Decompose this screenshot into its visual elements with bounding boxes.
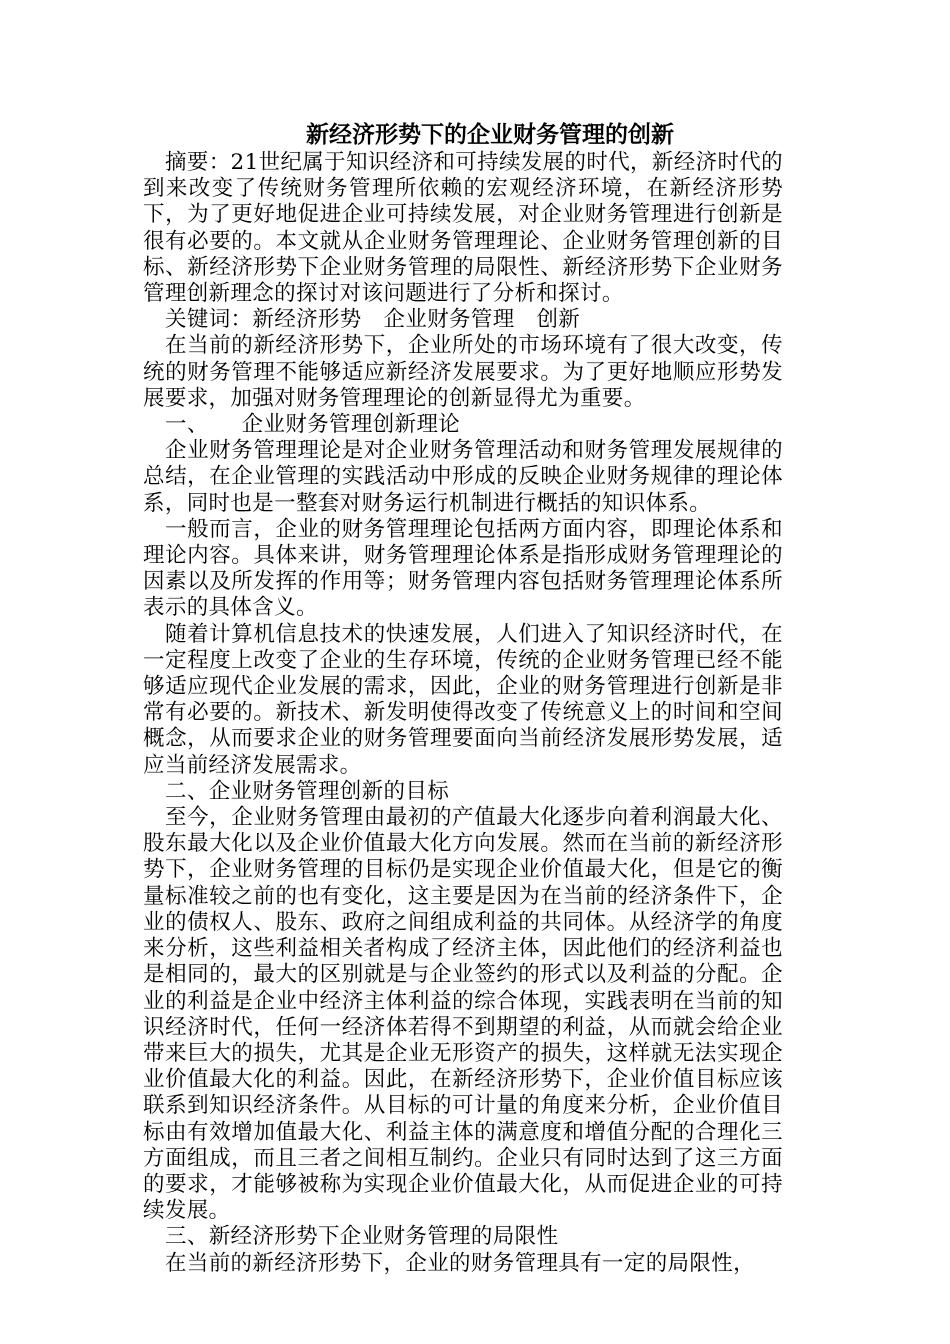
keywords-line: 关键词：新经济形势 企业财务管理 创新 <box>165 307 581 333</box>
section-heading-3: 三、新经济形势下企业财务管理的局限性 <box>165 1224 559 1250</box>
section-heading-1: 一、 企业财务管理创新理论 <box>165 412 461 438</box>
document-body <box>143 150 783 1277</box>
body-paragraph: 一般而言，企业的财务管理理论包括两方面内容，即理论体系和理论内容。具体来讲，财务管理理论体系是指形成财务管理理论的因素以及所发挥的作用等；财务管理内容包括财务管理理论体系所表示的具体含义。 <box>143 516 783 621</box>
section-heading-2: 二、企业财务管理创新的目标 <box>165 778 450 804</box>
document-title: 新经济形势下的企业财务管理的创新 <box>306 121 674 148</box>
body-paragraph: 随着计算机信息技术的快速发展，人们进入了知识经济时代，在一定程度上改变了企业的生存环境，传统的企业财务管理已经不能够适应现代企业发展的需求，因此，企业的财务管理进行创新是非常有必要的。新技术、新发明使得改变了传统意义上的时间和空间概念，从而要求企业的财务管理要面向当前经济发展形势发展，适应当前经济发展需求。 <box>143 621 783 778</box>
intro-paragraph: 在当前的新经济形势下，企业所处的市场环境有了很大改变，传统的财务管理不能够适应新经济发展要求。为了更好地顺应形势发展要求，加强对财务管理理论的创新显得尤为重要。 <box>143 333 783 411</box>
body-paragraph: 至今，企业财务管理由最初的产值最大化逐步向着利润最大化、股东最大化以及企业价值最大化方向发展。然而在当前的新经济形势下，企业财务管理的目标仍是实现企业价值最大化，但是它的衡量标准较之前的也有变化，这主要是因为在当前的经济条件下，企业的债权人、股东、政府之间组成利益的共同体。从经济学的角度来分析，这些利益相关者构成了经济主体，因此他们的经济利益也是相同的，最大的区别就是与企业签约的形式以及利益的分配。企业的利益是企业中经济主体利益的综合体现，实践表明在当前的知识经济时代，任何一经济体若得不到期望的利益，从而就会给企业带来巨大的损失，尤其是企业无形资产的损失，这样就无法实现企业价值最大化的利益。因此，在新经济形势下，企业价值目标应该联系到知识经济条件。从目标的可计量的角度来分析，企业价值目标由有效增加值最大化、利益主体的满意度和增值分配的合理化三方面组成，而且三者之间相互制约。企业只有同时达到了这三方面的要求，才能够被称为实现企业价值最大化，从而促进企业的可持续发展。 <box>143 805 783 1224</box>
body-paragraph: 企业财务管理理论是对企业财务管理活动和财务管理发展规律的总结，在企业管理的实践活动中形成的反映企业财务规律的理论体系，同时也是一整套对财务运行机制进行概括的知识体系。 <box>143 438 783 516</box>
abstract-paragraph: 摘要：21世纪属于知识经济和可持续发展的时代，新经济时代的到来改变了传统财务管理所依赖的宏观经济环境，在新经济形势下，为了更好地促进企业可持续发展，对企业财务管理进行创新是很有必要的。本文就从企业财务管理理论、企业财务管理创新的目标、新经济形势下企业财务管理的局限性、新经济形势下企业财务管理创新理念的探讨对该问题进行了分析和探讨。 <box>143 150 784 307</box>
body-paragraph: 在当前的新经济形势下，企业的财务管理具有一定的局限性， <box>165 1250 755 1276</box>
